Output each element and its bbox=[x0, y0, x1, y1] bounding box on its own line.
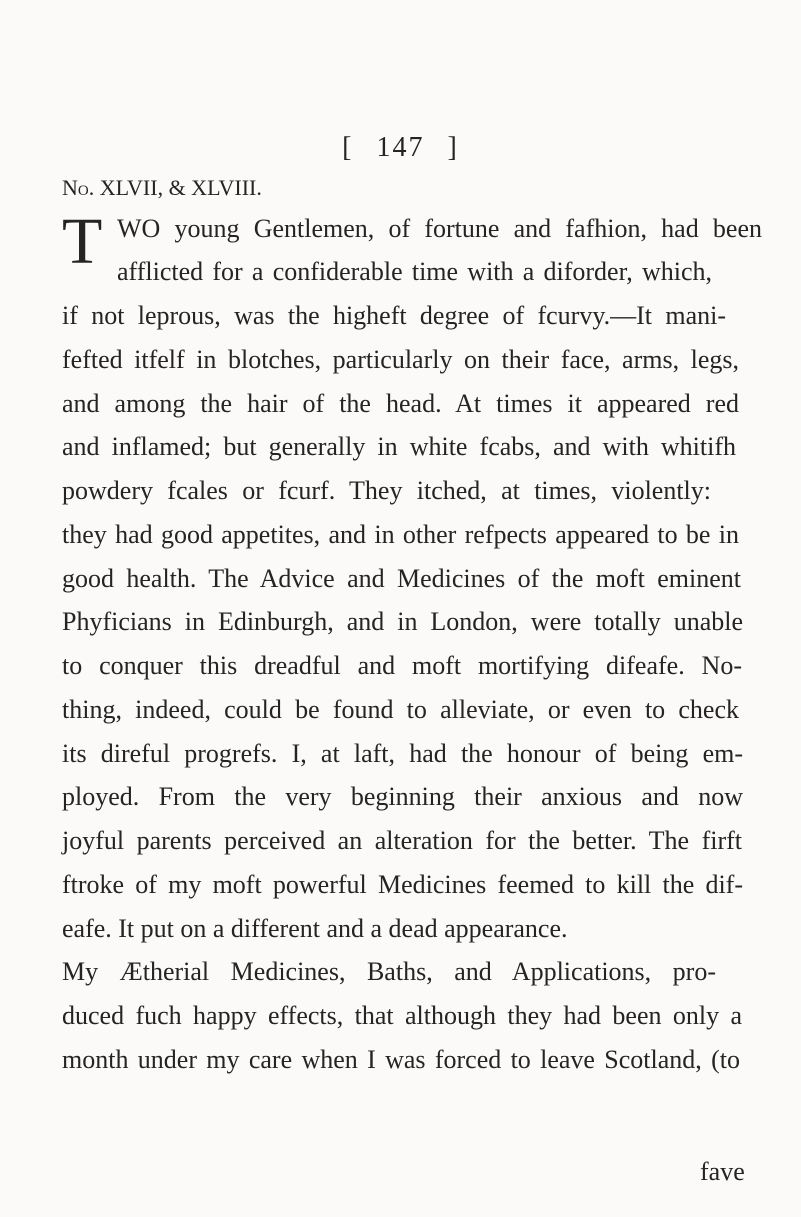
text-line: ployed. From the very beginning their anxious and now bbox=[62, 782, 743, 811]
text-line: month under my care when I was forced to leave Scotland, (to bbox=[62, 1045, 740, 1074]
text-line: if not leprous, was the higheft degree of fcurvy.—It mani- bbox=[62, 301, 726, 330]
text-line: eafe. It put on a different and a dead appearance. bbox=[62, 914, 568, 943]
page-number: [ 147 ] bbox=[342, 132, 459, 163]
text-line: they had good appetites, and in other refpects appeared to be in bbox=[62, 520, 739, 549]
text-line: duced fuch happy effects, that although they had been only a bbox=[62, 1001, 742, 1030]
text-line: My Ætherial Medicines, Baths, and Applications, pro- bbox=[62, 957, 716, 986]
text-line: joyful parents perceived an alteration for the better. The firft bbox=[62, 826, 742, 855]
text-line: WO young Gentlemen, of fortune and fafhion, had been bbox=[117, 214, 762, 243]
text-line: Phyficians in Edinburgh, and in London, were totally unable bbox=[62, 607, 743, 636]
text-line: its direful progrefs. I, at laft, had the honour of being em- bbox=[62, 739, 743, 768]
text-line: thing, indeed, could be found to alleviate, or even to check bbox=[62, 695, 739, 724]
drop-cap: T bbox=[62, 205, 103, 278]
text-line: afflicted for a confiderable time with a diforder, which, bbox=[117, 257, 712, 286]
text-line: fefted itfelf in blotches, particularly on their face, arms, legs, bbox=[62, 345, 739, 374]
text-line: good health. The Advice and Medicines of the moft eminent bbox=[62, 564, 741, 593]
text-line: to conquer this dreadful and moft mortifying difeafe. No- bbox=[62, 651, 742, 680]
text-line: ftroke of my moft powerful Medicines feemed to kill the dif- bbox=[62, 870, 743, 899]
text-line: powdery fcales or fcurf. They itched, at times, violently: bbox=[62, 476, 711, 505]
section-heading: No. XLVII, & XLVIII. bbox=[62, 175, 262, 200]
catchword: fave bbox=[700, 1157, 745, 1186]
text-line: and inflamed; but generally in white fcabs, and with whitifh bbox=[62, 432, 736, 461]
text-line: and among the hair of the head. At times it appeared red bbox=[62, 389, 739, 418]
